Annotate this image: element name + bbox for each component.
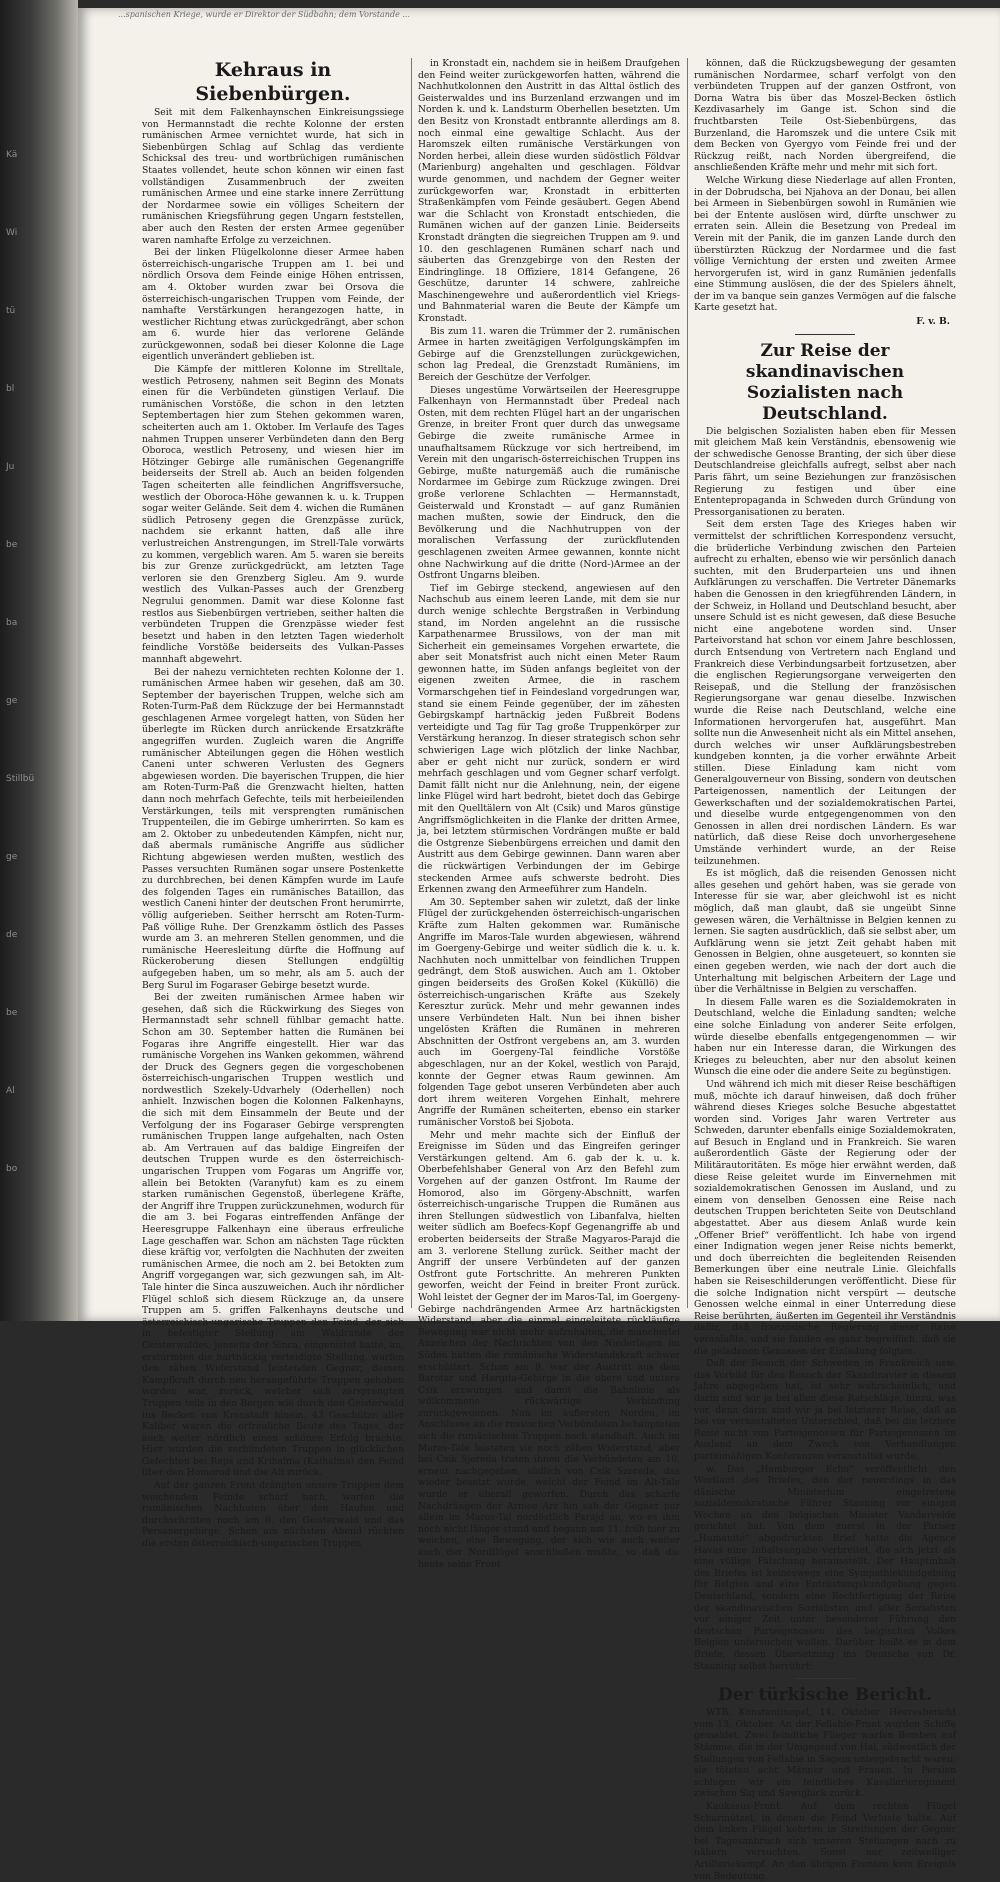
binding-fragment: Stillbü bbox=[6, 774, 35, 784]
article-body-continued bbox=[418, 58, 680, 1570]
binding-fragment: be bbox=[6, 1008, 18, 1018]
column-2 bbox=[418, 58, 680, 1570]
paragraph: Die belgischen Sozialisten haben eben für Messen mit gleichem Maß kein Verständnis, ebensowenig wie der schwedische Genosse Branting, der sich über diese Deutschlandreise gleichfalls aufregt, selbst aber nach Paris fährt, um seine Beziehungen zur französischen Regierung zu festigen und über eine Ententepropaganda in Schweden durch Gründung von Pressorganisationen zu beraten. bbox=[694, 425, 956, 518]
paragraph: können, daß die Rückzugsbewegung der gesamten rumänischen Nordarmee, scharf verfolgt von den verbündeten Truppen auf der ganzen Ostfront, von Dorna Watra bis über das Moszel-Becken östlich Kezdivasarhely im Gange ist. Schon sind die fruchtbarsten Teile Ost-Siebenbürgens, das Burzenland, die Haromszek und die untere Csik mit dem Becken von Gyergyo vom Feinde frei und der Rückzug reißt, nach Norden übergreifend, die anschließenden Kräfte mehr und mehr mit sich fort. bbox=[694, 58, 956, 174]
binding-fragment: Al bbox=[6, 1086, 15, 1096]
binding-fragment: bl bbox=[6, 384, 15, 394]
binding-fragment: Ju bbox=[6, 462, 15, 472]
paragraph: Bei der nahezu vernichteten rechten Kolonne der 1. rumänischen Armee haben wir gesehen, daß am 30. September der bayerischen Truppen, welche sich am Roten-Turm-Paß dem Rückzuge der bei Hermannstadt geschlagenen Armee vorgelegt hatten, von Süden her überlegte im Rücken durch anrückende Ersatzkräfte angegriffen wurden. Zugleich waren die Angriffe rumänischer Abteilungen gegen die Höhen westlich Caneni unter schweren Verlusten des Gegners abgewiesen worden. Die bayerischen Truppen, die hier am Roten-Turm-Paß die Grenzwacht hielten, hatten dann noch mehrfach Gefechte, teils mit herbeieilenden Verstärkungen, teils mit versprengten rumänischen Truppenteilen, die im Gebirge umherirrten. So kam es am 2. Oktober zu unbedeutenden Kämpfen, nicht nur, daß abermals rumänische Angriffe aus südlicher Richtung abgewiesen werden mußten, westlich des Passes versuchten Rumänen sogar unsere Postenkette zu durchbrechen, bei denen Kämpfen wurde im Laufe des folgenden Tages ein rumänisches Bataillon, das westlich Caneni hinter der deutschen Front herumirrte, völlig aufgerieben. Seither herrscht am Roten-Turm-Paß völlige Ruhe. Der Grenzkamm östlich des Passes wurde am 3. an mehreren Stellen genommen, und die rumänische Heeresleitung dürfte die Hoffnung auf Rückeroberung diesen Stellungen endgültig aufgegeben haben, um so mehr, als am 5. auch der Berg Surul im Fogaraser Gebirge besetzt wurde. bbox=[142, 666, 404, 991]
article-title-sozialisten: Zur Reise der skandinavischen Sozialisten nach Deutschland. bbox=[745, 340, 905, 424]
article-body-sozialisten bbox=[694, 426, 956, 1673]
binding-fragment: bo bbox=[6, 1164, 18, 1174]
paragraph: Mehr und mehr machte sich der Einfluß der Ereignisse im Süden und das Eingreifen geringer Verstärkungen geltend. Am 6. gab der k. u. k. Oberbefehlshaber General von Arz den Befehl zum Vorgehen auf der ganzen Ostfront. Im Raume der Homorod, also im Görgeny-Abschnitt, warfen österreichisch-ungarische Truppen die Rumänen aus ihren Stellungen südwestlich von Libanfalva, hielten weiter südlich am Boefecs-Kopf Gegenangriffe ab und eroberten beiderseits der Straße Magyaros-Parajd die am 3. verlorene Stellung zurück. Seither macht der Angriff der unsere Verbündeten auf der ganzen Ostfront gute Fortschritte. An mehreren Punkten geworfen, weicht der Feind in breiter Front zurück. Wohl leistet der Gegner der im Maros-Tal, im Goergeny-Gebirge nachdrängenden Armee Arz hartnäckigsten Widerstand, aber die einmal eingeleitete rückläufige Bewegung war nicht mehr aufzuhalten, die mancherlei Anzeichen der Nachrichten von den Niederlagen im Süden hatten die rumänische Widerstandskraft schwer erschüttert. Schon am 9. war der Austritt aus dem Barotar und Hargita-Gebirge in die obere und untere Csik erzwungen und damit die Bahnlinie als willkommene rückwärtige Verbindung zurückgewonnen. Nun im äußersten Norden, im Anschlusse an die russischen Verbündeten behaupteten sich die rumänischen Truppen noch standhaft. Auch im Maros-Tale leisteten sie noch zähen Widerstand, aber bei Csik Sjereda traten ihnen die Verbündeten am 10. erneut nachgegeben, südlich von Csik Szereda, das wieder besetzt wurde, weicht der Feind im Alt-Tale wurde er überall geworfen. Durch das scharfe Nachdrängen der Armee Arz hin sah der Gegner nur allein im Maros-Tal nordöstlich Parajd an, wo es ihm noch nicht länger stand und begann am 11. früh hier zu weichen, eine Bewegung, der sich wie auch weiter auch der Nordflügel anschließen mußte, so daß die heute seine Front bbox=[418, 1129, 680, 1570]
column-rule-1 bbox=[411, 58, 412, 1308]
paragraph: Kaukasus-Front. Auf dem rechten Flügel Scharmützel, in denen die Feind Verluste hatte. Auf dem linken Flügel kehrten in Streitungen der Gegner bei Tagesanbruch sich unseren Stellungen nach zu nähern versuchten. Sonst nur zeitweiliger Artilleriekampf. An den übrigen Fronten kein Ereignis von Bedeutung. bbox=[694, 1800, 956, 1882]
paragraph: in Kronstadt ein, nachdem sie in heißem Draufgehen den Feind weiter zurückgeworfen hatten, während die Nachhutkolonnen den Austritt in das Alttal östlich des Geisterwaldes und ins Burzenland erzwangen und im Norden k. und k. Landsturm Oberhellen besetzten. Um den Besitz von Kronstadt entbrannte allerdings am 8. noch einmal eine gewaltige Schlacht. Aus der Haromszek eilten rumänische Verstärkungen von Norden herbei, allein diese wurden südöstlich Földvar (Marienburg) angehalten und geschlagen. Földvar wurde genommen, und nachdem der Gegner weiter zurückgeworfen war, Kronstadt in erbitterten Straßenkämpfen vom Feinde gesäubert. Gegen Abend war die Schlacht von Kronstadt entschieden, die Rumänen wichen auf der ganzen Linie. Beiderseits Kronstadt drängten die siegreichen Truppen am 9. und 10. den geschlagenen Rumänen scharf nach und säuberten das Grenzgebirge von den Resten der Eindringlinge. 18 Offiziere, 1814 Gefangene, 26 Geschütze, darunter 14 schwere, zahlreiche Maschinengewehre und außerordentlich viel Kriegs- und Bahnmaterial waren die Beute der Kämpfe um Kronstadt. bbox=[418, 58, 680, 325]
article-title-kehraus: Kehraus in Siebenbürgen. bbox=[195, 59, 351, 105]
newspaper-page bbox=[78, 8, 1000, 1882]
paragraph: Bei der linken Flügelkolonne dieser Armee haben österreichisch-ungarische Truppen am 1. bei und nördlich Orsova dem Feinde einige Höhen entrissen, am 4. Oktober wurden zwar bei Orsova die österreichisch-ungarischen Truppen vom Feinde, der namhafte Verstärkungen herangezogen hatte, in westlicher Richtung etwas zurückgedrängt, aber schon am 6. wurde hier das verlorene Gelände zurückgewonnen, sodaß bei dieser Kolonne die Lage eigentlich unverändert geblieben ist. bbox=[142, 247, 404, 363]
paragraph: Es ist möglich, daß die reisenden Genossen nicht alles gesehen und gehört haben, was sie gerade von Interesse für sie war, aber gleichwohl ist es nicht möglich, daß man glaubt, daß sie ungeübt Sinne gewesen wären, die Verhältnisse in Belgien kennen zu lernen. Sie sagten ausdrücklich, daß sie selbst aber, um Aufklärung wenn sie jetzt Zeit gehabt haben mit Genossen in Belgien, ohne ausgeteuert, so konnten sie einen gegeben werden, wie nach der dort auch die Unterhaltung mit belgischen Arbeitern der Lage und über die Verhältnisse in Belgien zu verschaffen. bbox=[694, 868, 956, 996]
paragraph: Auf der ganzen Front drängten unsere Truppen dem weichenden Feinde scharf nach, warfen die rumänischen Nachhuten über den Haufen und durchschritten noch am 6. den Geisterwald und das Persanergebirge. Schon am nächsten Abend rückten die ersten österreichisch-ungarischen Truppen bbox=[142, 1480, 404, 1550]
paragraph: Seit mit dem Falkenhaynschen Einkreisungssiege von Hermannstadt die rechte Kolonne der ersten rumänischen Armee vernichtet wurde, hat sich in Siebenbürgen Schlag auf Schlag das verdiente Schicksal des treu- und wortbrüchigen rumänischen Staates vollendet, heute schon können wir einen fast vollständigen Zusammenbruch der zweiten rumänischen Armee und eine starke innere Zerrüttung der Nordarmee sowie ein völliges Scheitern der rumänischen Kriegsführung gegen Ungarn feststellen, aber auch den Resten der ersten Armee gegenüber waren namhafte Erfolge zu verzeichnen. bbox=[142, 107, 404, 246]
article-signature: F. v. B. bbox=[916, 316, 950, 328]
paragraph: In diesem Falle waren es die Sozialdemokraten in Deutschland, welche die Einladung sandten; welche eine solche Einladung von anderer Seite erfolgen, würde dieselbe ebenfalls entgegengenommen — wir haben nur ein Interesse daran, die Wirkungen des Krieges zu beleuchten, aber nur den absolut keinen Wunsch die eine oder die andere Seite zu begünstigen. bbox=[694, 996, 956, 1078]
binding-fragment: de bbox=[6, 930, 18, 940]
book-binding bbox=[0, 0, 78, 1321]
separator bbox=[795, 1678, 855, 1679]
binding-fragment: ba bbox=[6, 618, 18, 628]
article-body-conclusion bbox=[694, 58, 956, 314]
column-1 bbox=[142, 58, 404, 1550]
separator bbox=[795, 334, 855, 335]
paragraph: Und während ich mich mit dieser Reise beschäftigen muß, möchte ich darauf hinweisen, daß doch früher während dieses Krieges solche Besuche abgestattet worden sind. Voriges Jahr waren Vertreter aus Schweden, darunter ebenfalls einige Sozialdemokraten, auf Besuch in England und in Frankreich. Sie waren außerordentlich Gäste der Regierung oder der Militärautoritäten. Es möge hier erwähnt werden, daß diese Reise geleitet wurde im Einvernehmen mit sozialdemokratischen Genossen im Ausland, und zu einem von denselben Genossen eine Reise nach deutschen Truppen berichteten Seite von Deutschland abgestattet. Aber aus diesem Anlaß wurde kein „Offener Brief“ veröffentlicht. Ich habe von irgend einer Indignation wegen jener Reise nichts bemerkt, und doch überreichten die begleitenden Reisenden Bemerkungen über eine neutrale Linie. Gleichfalls haben sie Reiseschilderungen veröffentlicht. Diese für die solche Indignation nicht verspürt — deutsche Genossen welche einmal in einer Unterredung diese Reise berührten, äußerten im Gegenteil ihr Verständnis dafür, daß französische Regierung dieser Reise veranlaßte, und sie fanden es ganz begreiflich, daß sie die geladenen Genossen der Einladung folgten. bbox=[694, 1078, 956, 1357]
paragraph: w. Das „Hamburger Echo“ veröffentlicht den Wortlaut des Briefes, den der neuerdings in das dänische Ministerium eingetretene sozialdemokratische Führer Stauning vor einigen Wochen an den belgischen Minister Vandervelde gerichtet hat. Von dem zuerst in der Pariser „Humanité“ abgedruckten Brief hatte die Agence Havas eine Inhaltsangabe verbreitet, die sich jetzt als eine völlige Fälschung herausstellt. Der Hauptinhalt des Briefes ist keineswegs eine Sympathiekundgebung für Belgien und eine Entrüstungskundgebung gegen Deutschland, sondern eine Rechtfertigung der Reise der skandinavischen Sozialisten und aller Sozialisten vor einiger Zeit unter besonderer Führung den deutschen Parteigenossen des belgischen Volkes Belgien untersuchen wollen. Darüber heißt es in dem Briefe, dessen Übersetzung ins Deutsche von Dr. Stauning selbst herrührt: bbox=[694, 1463, 956, 1672]
paragraph: Die Kämpfe der mittleren Kolonne im Strelltale, westlich Petroseny, nahmen seit Beginn des Monats einen für die Verbündeten günstigen Verlauf. Die rumänischen Vorstöße, die schon in den letzten Septembertagen hier zum Stehen gekommen waren, scheiterten auch am 1. Oktober. Im Verlaufe des Tages nahmen Truppen unserer Verbündeten dann den Berg Oboroca, westlich Petroseny, und wiesen hier im Hötzinger Gebirge alle rumänischen Gegenangriffe beiderseits der Strell ab. Auch an beiden folgenden Tagen scheiterten alle feindlichen Angriffsversuche, westlich der Oboroca-Höhe gewannen k. u. k. Truppen sogar weiter Gelände. Seit dem 4. wichen die Rumänen südlich Petroseny gegen die Grenzpässe zurück, nachdem sie erkannt hatten, daß alle ihre verlustreichen Anstrengungen, im Strell-Tale vorwärts zu kommen, vergeblich waren. Am 5. waren sie bereits bis zur Grenze zurückgedrückt, am letzten Tage verloren sie den Grenzberg Sigleu. Am 9. wurde westlich des Vulkan-Passes auch der Grenzberg Negrului genommen. Damit war diese Kolonne fast restlos aus Siebenbürgen vertrieben, seither halten die verbündeten Truppen die Grenzpässe wieder fest besetzt und haben in den letzten Tagen wiederholt feindliche Vorstöße beiderseits des Vulkan-Passes mannhaft abgewehrt. bbox=[142, 364, 404, 665]
paragraph: Bis zum 11. waren die Trümmer der 2. rumänischen Armee in harten zweitägigen Verfolgungskämpfen im Gebirge auf die Grenzstellungen zurückgewichen, schon lag Predeal, die Grenzstadt Rumäniens, im Bereich der Geschütze der Verfolger. bbox=[418, 325, 680, 384]
binding-fragment: ge bbox=[6, 852, 18, 862]
paragraph: Tief im Gebirge steckend, angewiesen auf den Nachschub aus einem leeren Lande, mit dem sie nur durch wenige schlechte Bergstraßen in Verbindung stand, im Norden angelehnt an die russische Karpathenarmee Brussilows, von der man mit Sicherheit ein gemeinsames Vorgehen erwartete, die aber seit Monatsfrist auch nicht einen Meter Raum gewonnen hatte, im Süden anfangs begleitet von der eigenen zweiten Armee, die in raschem Vormarschgehen tief in Feindesland vorgedrungen war, stand sie einem Feinde gegenüber, der im zähesten Gebirgskampf hartnäckig jeden Fußbreit Bodens verteidigte und Tag für Tag große Truppenkörper zur Verstärkung heranzog. In dieser strategisch schon sehr schwierigen Lage wich plötzlich der linke Nachbar, aber er geht nicht nur zurück, sondern er wird mehrfach geschlagen und vom Gegner scharf verfolgt. Damit fällt nicht nur die Anlehnung, nein, der eigene linke Flügel wird hart bedroht, bietet doch das Gebirge mit den Quelltälern von Alt (Csik) und Maros günstige Angriffsmöglichkeiten in die Flanke der dritten Armee, ja, bei letztem stürmischen Vordrängen mußte er bald die Ostgrenze Siebenbürgens erreichen und damit den Austritt aus dem Gebirge gewinnen. Dann waren aber die rückwärtigen Verbindungen der im Gebirge steckenden Armee aufs schwerste bedroht. Dies Erkennen zwang den Armeeführer zum Handeln. bbox=[418, 582, 680, 896]
paragraph: Dieses ungestüme Vorwärtseilen der Heeresgruppe Falkenhayn von Hermannstadt über Predeal nach Osten, mit dem rechten Flügel hart an der ungarischen Grenze, in breiter Front quer durch das unwegsame Gebirge die zweite rumänische Armee in unaufhaltsamem Rückzuge vor sich hertreibend, im Verein mit den ungarisch-österreichischen Truppen ins Gebirge, mußte naturgemäß auch die rumänische Nordarmee im Gebirge zum Rückzuge zwingen. Drei große verlorene Schlachten — Hermannstadt, Geisterwald und Kronstadt — auf ganz Rumänien machen mußten, sowie der Eindruck, den die Bevölkerung und die Nachhutruppen von der moralischen Verfassung der zurückflutenden geschlagenen zweiten Armee gewannen, konnte nicht ohne Nachwirkung auf die dritte (Nord-)Armee an der Ostfront Ungarns bleiben. bbox=[418, 384, 680, 582]
binding-fragment: Wi bbox=[6, 228, 18, 238]
binding-fragment: tü bbox=[6, 306, 16, 316]
top-strip-text: ...spanischen Kriege, wurde er Direktor der Südbahn; dem Vorstande ... bbox=[118, 10, 410, 19]
paragraph: Daß der Besuch der Schweden in Frankreich usw. das Vorbild für den Besuch der Skandinavier in diesem Jahre abgegeben hat, ist sehr wahrscheinlich, und darin sind wir ja bei allen diese Ratschläge, hinzu, was vor, denn darin sind wir ja bei letzterer Reise, daß an bei vor veranstalteten Unterschied, daß bei die letztere Reise nicht von Parteigenossen für Parteigenossen im Ausland an dem Zweck von Verhandlungen parteimäßigen Konferenzen veranstaltet wurde. bbox=[694, 1358, 956, 1462]
binding-fragment: ge bbox=[6, 696, 18, 706]
binding-fragment: be bbox=[6, 540, 18, 550]
column-rule-2 bbox=[687, 58, 688, 1308]
paragraph: Welche Wirkung diese Niederlage auf allen Fronten, in der Dobrudscha, bei Njahova an der Donau, bei allen bei Armeen in Siebenbürgen sowohl in Rumänien wie bei der Entente auslösen wird, dürfte unschwer zu erraten sein. Allein die Besetzung von Predeal im Verein mit der Panik, die im ganzen Lande durch den überstürzten Rückzug der Nordarmee und die fast völlige Vernichtung der ersten und zweiten Armee hervorgerufen ist, wird in ganz Rumänien jedenfalls eine Stimmung auslösen, die der des Spielers ähnelt, der im va banque sein ganzes Vermögen auf die falsche Karte gesetzt hat. bbox=[694, 174, 956, 314]
article-body-tuerkisch bbox=[694, 1707, 956, 1882]
paragraph: Bei der zweiten rumänischen Armee haben wir gesehen, daß sich die Rückwirkung des Sieges von Hermannstadt sehr schnell fühlbar gemacht hatte. Schon am 30. September hatten die Rumänen bei Fogaras ihre Angriffe eingestellt. Hier war das rumänische Vorgehen ins Wanken gekommen, während der Druck des Gegners gegen die vorgeschobenen österreichisch-ungarischen Truppen westlich und nordwestlich Szekely-Udvarhely (Oderhellen) noch anhielt. Inzwischen bogen die Kolonnen Falkenhayns, die sich mit dem Einsammeln der Beute und der Verfolgung der ins Fogaraser Gebirge versprengten rumänischen Truppen lange aufgehalten, nach Osten ab. Am Vertrauen auf das baldige Eingreifen der deutschen Truppen wurde es den österreichisch-ungarischen Truppen vom Fogaras um Angriffe vor, allein bei Betokten (Varanyfut) kam es zu einem starken rumänischen Gegenstoß, überlegene Kräfte, der Angriff ihre Truppen zurückzunehmen, wodurch für die am 3. bei Fogaras eintreffenden Anfänge der Heeresgruppe Falkenhayn eine überaus erfreuliche Lage geschaffen war. Schon am nächsten Tage rückten diese kräftig vor, verfolgten die Nachhuten der zweiten rumänischen Armee, die noch am 2. bei Betokten zum Angriff vorgegangen war, sich gezwungen sah, im Alt-Tale hinter die Sinca auszuweichen. Auch ihr nördlicher Flügel schloß sich diesem Rückzuge an, da unsere Truppen am 5. griffen Falkenhayns deutsche und österreichisch-ungarische Truppen den Feind, der sich in befestigter Stellung am Waldrande des Geisterwaldes, jenseits der Sinca, eingenistet hatte, an, erstürmten die hartnäckig verteidigte Stellung, warfen den zähen Widerstand leistenden Gegner, dessen Kampfkraft durch neu herangeführte Truppen gehoben worden war, zurück, welcher sich zersprengten Truppen teils in den Bergen wie durch den Geisterwald ins Becken von Kronstadt hinein. 43 Geschütze aller Kaliber waren die erfreuliche Beute des Tages, der auch weiter nördlich einen schönen Erfolg brachte. Hier wurden die verbündeten Truppen in glücklichen Gefechten bei Reps und Krihalma (Kaihalma) den Feind über den Homorod und die Alt zurück. bbox=[142, 992, 404, 1479]
article-title-tuerkisch: Der türkische Bericht. bbox=[718, 1685, 932, 1706]
article-body-kehraus bbox=[142, 107, 404, 1550]
binding-fragment: Kä bbox=[6, 150, 18, 160]
column-3 bbox=[694, 58, 956, 1882]
paragraph: Seit dem ersten Tage des Krieges haben wir vermittelst der schriftlichen Korrespondenz versucht, die brüderliche Verbindung zwischen den Parteien aufrecht zu erhalten, ebenso wie wir persönlich danach suchten, mit den Bruderparteien uns und ihnen Aufklärungen zu verschaffen. Die Vertreter Dänemarks haben die Genossen in den kriegführenden Ländern, in der Schweiz, in Holland und Deutschland besucht, aber unsere Schuld ist es nicht gewesen, daß diese Besuche nicht eine angebotene worden sind. Unser Parteivorstand hat schon vor einem Jahre beschlossen, durch Entsendung von Vertretern nach England und Frankreich diese Verbindungsarbeit fortzusetzen, aber die englischen Regierungsorgane verweigerten den Reisepaß, und die Stellung der französischen Regierungsorgane war genau dieselbe. Inzwischen wurde die Reise nach Deutschland, welche eine Informationen hervorgerufen hat, ausgeführt. Man sollte nun die Anwesenheit nicht als ein Mittel ansehen, durch welches wir unser Aufklärungsbestreben kundgeben konnten, ja die vorher erwähnte Arbeit stillen. Diese Einladung kam nicht vom Generalgouverneur von Bissing, sondern von deutschen Parteigenossen, namentlich der Leitungen der Gewerkschaften und der sozialdemokratischen Partei, und dieselbe wurde entgegengenommen von den Genossen in allen drei nordischen Ländern. Es war natürlich, daß diese Reise doch unvorhergesehene Umstände verhindert wurde, an der Reise teilzunehmen. bbox=[694, 519, 956, 867]
paragraph: Am 30. September sahen wir zuletzt, daß der linke Flügel der zurückgehenden österreichisch-ungarischen Kräfte zum Halten gekommen war. Rumänische Angriffe im Maros-Tale wurden abgewiesen, während im Goergeny-Gebirge und weiter südlich die k. u. k. Nachhuten noch unmittelbar von feindlichen Truppen gedrängt, dem Stoß auswichen. Auch am 1. Oktober gingen beiderseits des Großen Kokel (Küküllö) die österreichisch-ungarischen Kräfte aus Szekely Keresztur zurück. Mehr und mehr gewannen indes unsere Verbündeten Halt. Nun bei ihnen bisher ungelösten Kräften die Rumänen in mehreren Abschnitten der Ostfront vergebens an, am 3. wurden auch im Goergeny-Tal feindliche Vorstöße abgeschlagen, nur an der Kokel, westlich von Parajd, konnte der Gegner etwas Raum gewinnen. Am folgenden Tage gebot unseren Verbündeten aber auch dort ihrem weiteren Vorgehen Einhalt, mehrere Angriffe der Rumänen scheiterten, ebenso ein starker rumänischer Vorstoß bei Sjobota. bbox=[418, 896, 680, 1129]
paragraph: WTB. Konstantinopel, 14. Oktober. Heeresbericht vom 13. Oktober. An der Fellahie-Front wurden Schiffe gemeldet. Zwei feindliche Flieger warfen Bomben auf Stämme, die in der Umgegend von Hai, südwestlich der Stellungen von Fellahie in Sagem untergebracht waren; sie töteten acht Männer und Frauen. In Persien schlugen wir ein feindliches Kavallerieregiment zwischen Siq und Sawujbick zurück. bbox=[694, 1707, 956, 1800]
